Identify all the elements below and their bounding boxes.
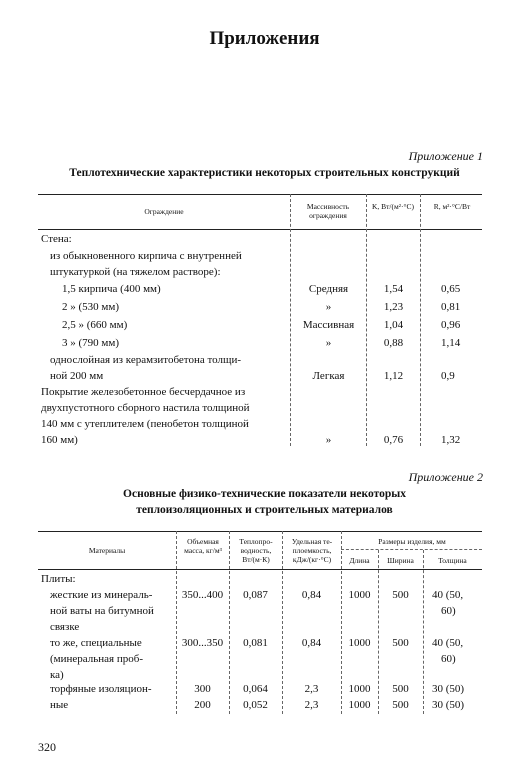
cell-width: 500 — [392, 589, 409, 601]
cell-conductivity: 0,081 — [243, 637, 268, 649]
cell-thickness: 60) — [441, 605, 456, 617]
row-name: 140 мм с утеплителем (пенобетон толщиной — [41, 418, 249, 430]
appendix-2-caption: теплоизоляционных и строительных материалов — [136, 504, 393, 516]
table-1-divider — [420, 194, 421, 446]
cell-density: 200 — [194, 699, 211, 711]
cell-density: 350...400 — [181, 589, 224, 601]
table-1-header-rule — [38, 229, 482, 230]
cell-thickness: 40 (50, — [432, 637, 464, 649]
row-name: ной 200 мм — [50, 370, 104, 382]
cell-length: 1000 — [348, 683, 371, 695]
cell-thickness: 40 (50, — [432, 589, 464, 601]
material-name: ные — [50, 699, 69, 711]
subsection-text: из обыкновенного кирпича с внутренней — [50, 250, 242, 262]
row-r: 0,9 — [441, 370, 455, 382]
cell-conductivity: 0,087 — [243, 589, 268, 601]
cell-length: 1000 — [348, 699, 371, 711]
header-width: Ширина — [387, 556, 414, 565]
cell-thickness: 30 (50) — [432, 699, 465, 711]
row-r: 0,81 — [441, 301, 461, 313]
cell-density: 300...350 — [181, 637, 224, 649]
material-name: (минеральная проб- — [50, 653, 143, 665]
cell-heat-capacity: 2,3 — [304, 683, 319, 695]
header-materials: Материалы — [88, 546, 126, 555]
header-sizes: Размеры изделия, мм — [378, 537, 446, 546]
row-name: Покрытие железобетонное бесчердачное из — [41, 386, 246, 398]
cell-conductivity: 0,064 — [243, 683, 268, 695]
row-massiveness: » — [325, 301, 332, 313]
header-conductivity: Теплопро-водность, Вт/(м·К) — [239, 537, 273, 564]
appendix-1-caption: Теплотехнические характеристики некоторых строительных конструкций — [69, 167, 460, 179]
material-name: то же, специальные — [50, 637, 142, 649]
cell-density: 300 — [194, 683, 211, 695]
row-k: 1,23 — [383, 301, 404, 313]
row-name: 1,5 кирпича (400 мм) — [62, 283, 161, 295]
row-k: 1,04 — [383, 319, 404, 331]
material-name: ной ваты на битумной — [50, 605, 154, 617]
row-massiveness: Легкая — [312, 370, 345, 382]
material-name: торфяные изоляцион- — [50, 683, 152, 695]
row-r: 1,14 — [441, 337, 461, 349]
cell-length: 1000 — [348, 637, 371, 649]
row-k: 1,54 — [383, 283, 404, 295]
cell-heat-capacity: 0,84 — [301, 589, 322, 601]
table-1-top-rule — [38, 194, 482, 195]
header-length: Длина — [349, 556, 370, 565]
material-name: связке — [50, 621, 80, 633]
row-k: 0,76 — [383, 434, 404, 446]
header-heat-capacity: Удельная те-плоемкость, кДж/(кг·°С) — [291, 537, 333, 564]
header-thickness: Толщина — [438, 556, 467, 565]
table-2-divider — [423, 550, 424, 714]
row-massiveness: » — [325, 337, 332, 349]
subsection-text: штукатуркой (на тяжелом растворе): — [50, 266, 221, 278]
appendix-2-label: Приложение 2 — [408, 470, 483, 484]
row-r: 0,96 — [441, 319, 461, 331]
header-enclosure: Ограждение — [144, 207, 184, 216]
row-name: 3 » (790 мм) — [62, 337, 119, 349]
material-name: ка) — [50, 669, 64, 681]
cell-width: 500 — [392, 637, 409, 649]
row-k: 1,12 — [383, 370, 404, 382]
row-massiveness: Средняя — [308, 283, 349, 295]
appendix-2-caption: Основные физико-технические показатели некоторых — [123, 488, 406, 500]
header-density: Объемная масса, кг/м³ — [184, 537, 222, 555]
table-2-header-rule — [38, 569, 482, 570]
row-r: 1,32 — [441, 434, 461, 446]
row-k: 0,88 — [383, 337, 404, 349]
row-massiveness: » — [325, 434, 332, 446]
row-name: 2,5 » (660 мм) — [62, 319, 128, 331]
row-name: 160 мм) — [41, 434, 78, 446]
row-massiveness: Массивная — [302, 319, 355, 331]
table-2-top-rule — [38, 531, 482, 532]
row-name: 2 » (530 мм) — [62, 301, 119, 313]
section-heading: Стена: — [41, 233, 72, 245]
cell-width: 500 — [392, 683, 409, 695]
cell-thickness: 30 (50) — [432, 683, 465, 695]
cell-conductivity: 0,052 — [243, 699, 268, 711]
section-heading: Плиты: — [41, 573, 76, 585]
cell-length: 1000 — [348, 589, 371, 601]
row-name: двухпустотного сборного настила толщиной — [41, 402, 250, 414]
header-massiveness: Массивность ограждения — [306, 202, 350, 220]
page-number: 320 — [38, 740, 56, 754]
page-title: Приложения — [209, 28, 320, 49]
cell-thickness: 60) — [441, 653, 456, 665]
row-r: 0,65 — [441, 283, 461, 295]
row-name: однослойная из керамзитобетона толщи- — [50, 354, 241, 366]
cell-heat-capacity: 0,84 — [301, 637, 322, 649]
appendix-1-label: Приложение 1 — [408, 149, 483, 163]
header-r: R, м²·°С/Вт — [433, 202, 471, 211]
cell-heat-capacity: 2,3 — [304, 699, 319, 711]
header-k: K, Вт/(м²·°С) — [371, 202, 415, 211]
table-2-subheader-rule — [341, 549, 482, 550]
cell-width: 500 — [392, 699, 409, 711]
material-name: жесткие из минераль- — [50, 589, 153, 601]
